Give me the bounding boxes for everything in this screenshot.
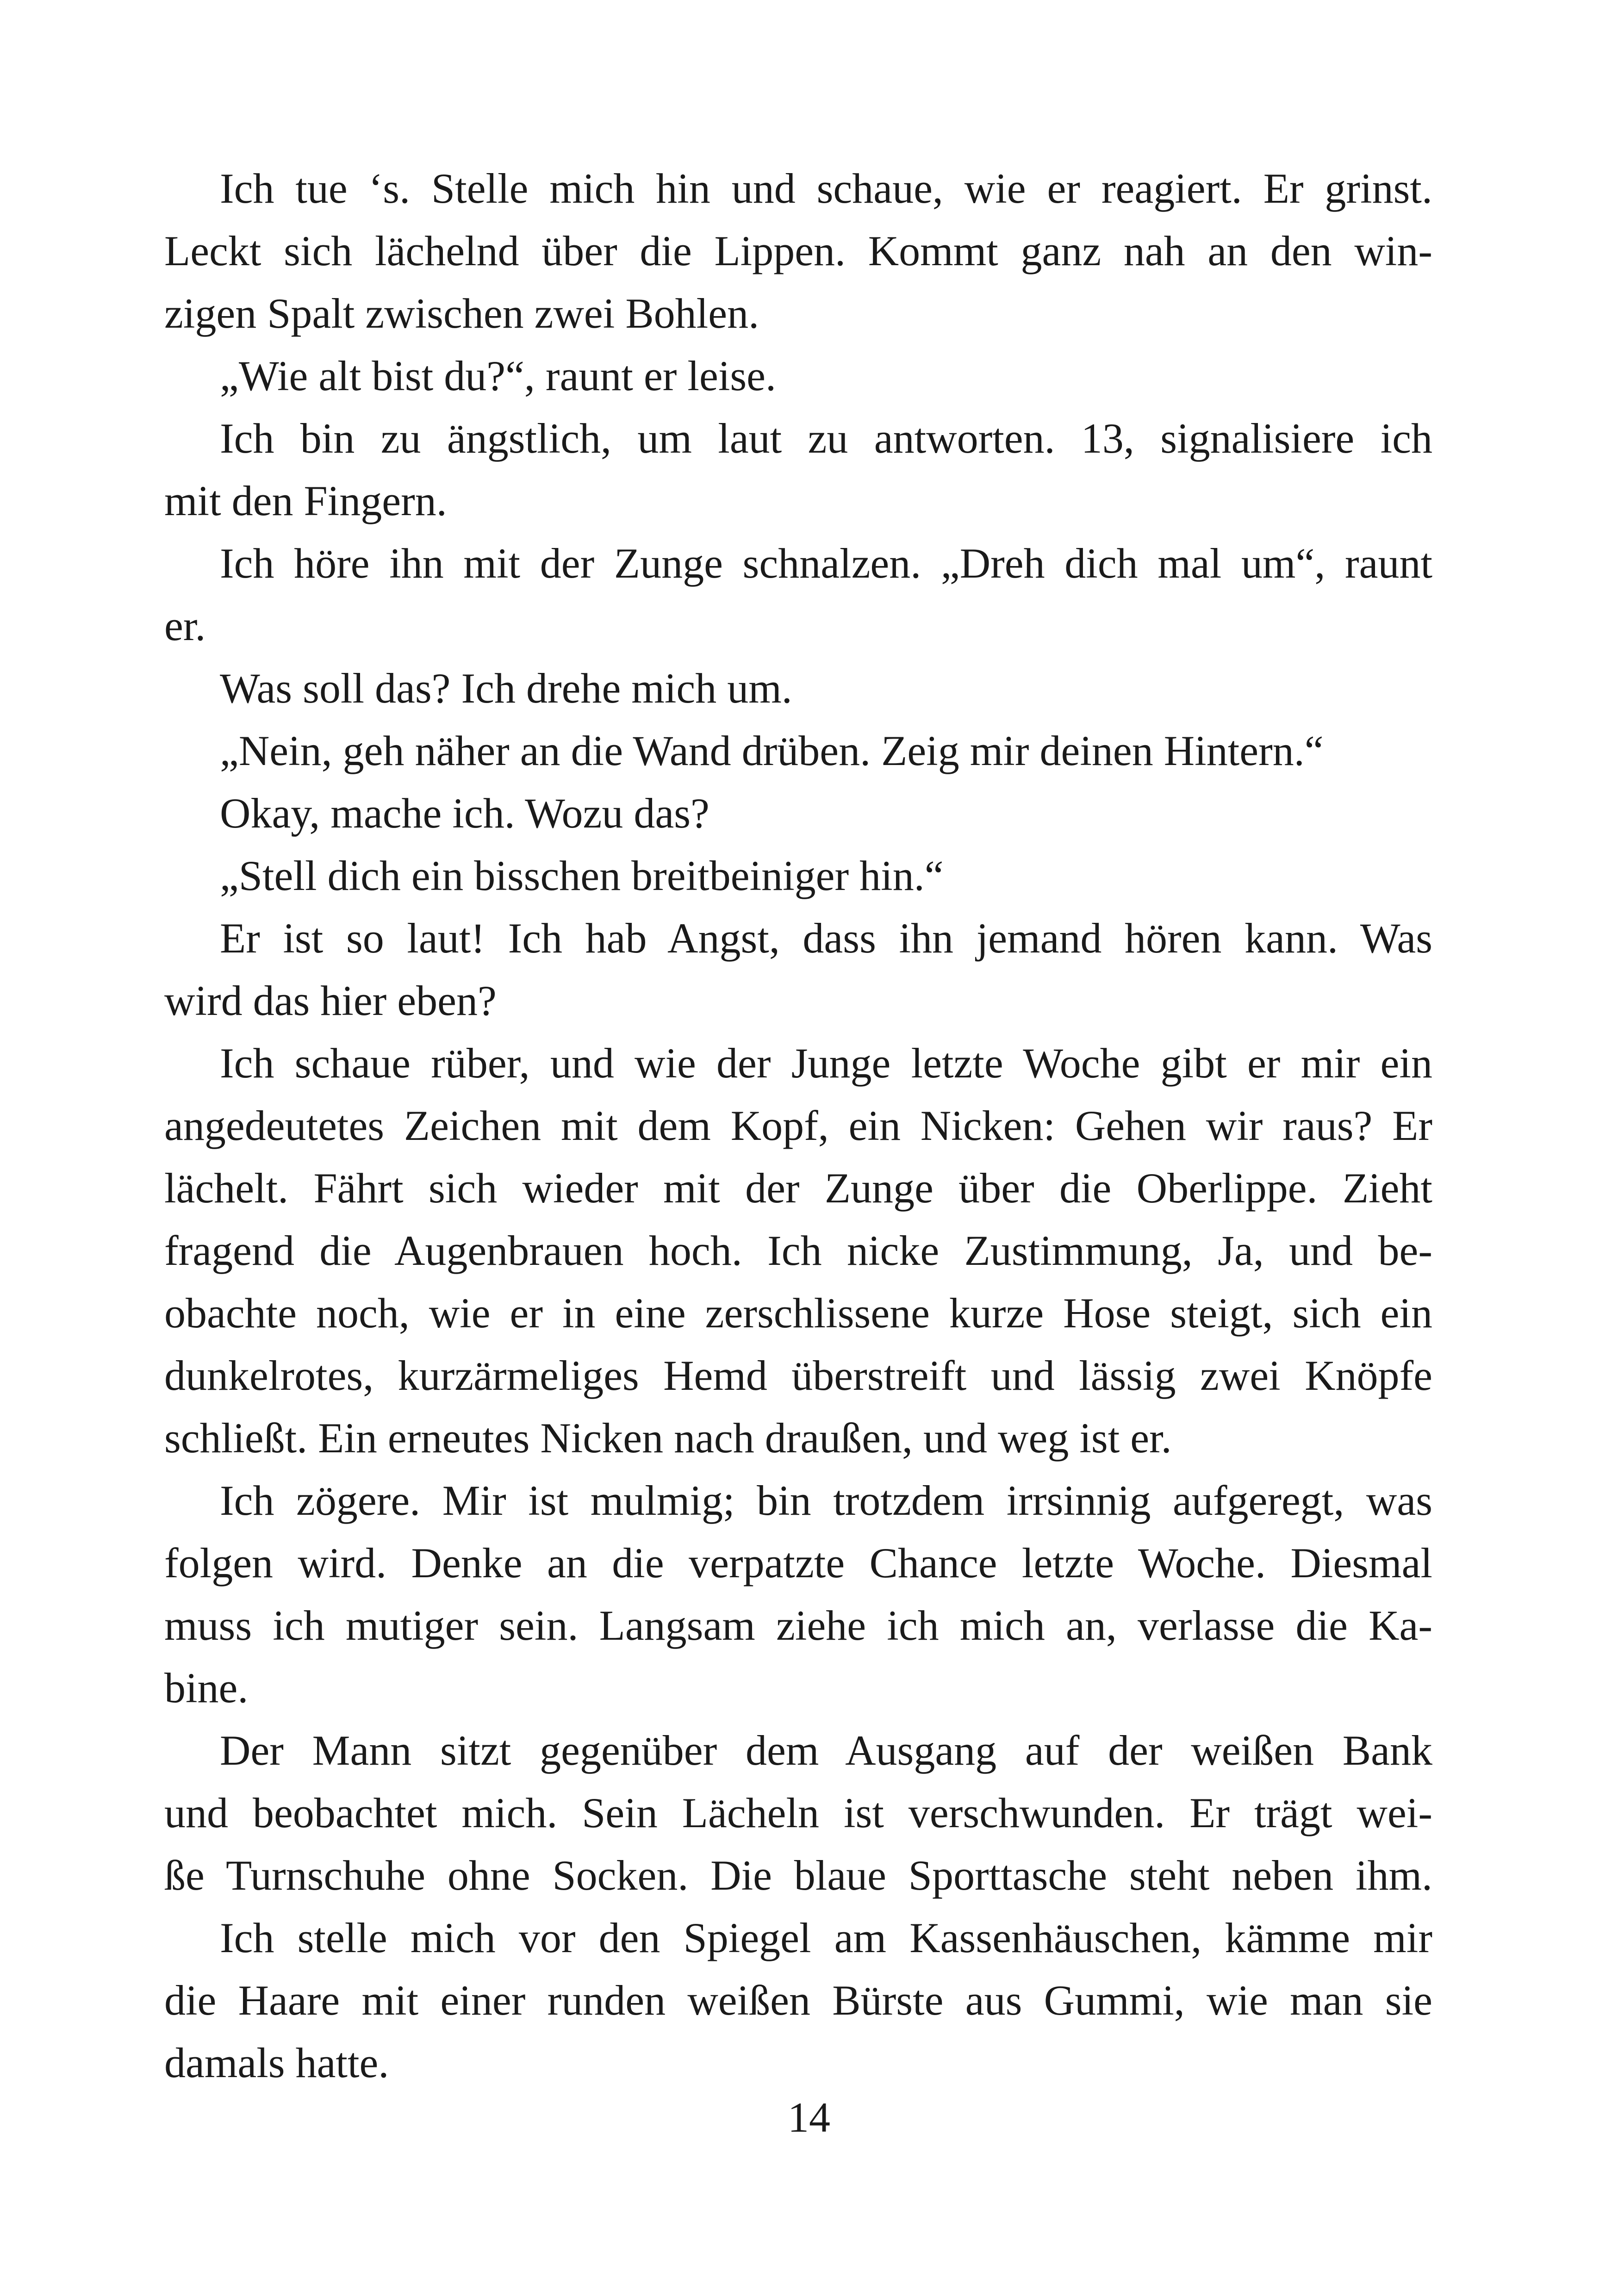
text-line: dunkelrotes, kurzärmeliges Hemd überstreift und lässig zwei Knöpfe xyxy=(164,1352,1432,1399)
text-line: „Nein, geh näher an die Wand drüben. Zeig mir deinen Hintern.“ xyxy=(220,727,1324,774)
text-line: „Wie alt bist du?“, raunt er leise. xyxy=(220,352,777,399)
text-line: „Stell dich ein bisschen breitbeiniger hin.“ xyxy=(220,852,944,899)
text-line: Ich höre ihn mit der Zunge schnalzen. „Dreh dich mal um“, raunt xyxy=(220,540,1432,587)
text-line: und beobachtet mich. Sein Lächeln ist verschwunden. Er trägt wei- xyxy=(164,1789,1432,1836)
text-line: obachte noch, wie er in eine zerschlissene kurze Hose steigt, sich ein xyxy=(164,1289,1432,1337)
text-line: wird das hier eben? xyxy=(164,977,497,1024)
text-line: Ich tue ‘s. Stelle mich hin und schaue, wie er reagiert. Er grinst. xyxy=(220,165,1432,212)
text-line: lächelt. Fährt sich wieder mit der Zunge über die Oberlippe. Zieht xyxy=(164,1164,1432,1212)
text-line: angedeutetes Zeichen mit dem Kopf, ein Nicken: Gehen wir raus? Er xyxy=(164,1102,1432,1149)
text-line: muss ich mutiger sein. Langsam ziehe ich mich an, verlasse die Ka- xyxy=(164,1602,1432,1649)
text-line: fragend die Augenbrauen hoch. Ich nicke Zustimmung, Ja, und be- xyxy=(164,1227,1432,1274)
text-line: damals hatte. xyxy=(164,2039,389,2086)
text-line: zigen Spalt zwischen zwei Bohlen. xyxy=(164,290,759,337)
text-line: die Haare mit einer runden weißen Bürste aus Gummi, wie man sie xyxy=(164,1977,1432,2024)
text-line: Der Mann sitzt gegenüber dem Ausgang auf der weißen Bank xyxy=(220,1727,1432,1774)
text-line: mit den Fingern. xyxy=(164,477,447,524)
text-line: Ich stelle mich vor den Spiegel am Kassenhäuschen, kämme mir xyxy=(220,1914,1432,1961)
text-line: ße Turnschuhe ohne Socken. Die blaue Sporttasche steht neben ihm. xyxy=(164,1852,1432,1899)
text-line: Was soll das? Ich drehe mich um. xyxy=(220,665,792,712)
text-line: Okay, mache ich. Wozu das? xyxy=(220,790,709,837)
page-number: 14 xyxy=(788,2094,830,2141)
text-line: bine. xyxy=(164,1664,249,1711)
text-line: Ich zögere. Mir ist mulmig; bin trotzdem irrsinnig aufgeregt, was xyxy=(220,1477,1432,1524)
text-line: er. xyxy=(164,602,206,649)
text-line: Ich bin zu ängstlich, um laut zu antworten. 13, signalisiere ich xyxy=(220,415,1432,462)
text-line: Er ist so laut! Ich hab Angst, dass ihn jemand hören kann. Was xyxy=(220,915,1432,962)
text-line: Ich schaue rüber, und wie der Junge letzte Woche gibt er mir ein xyxy=(220,1039,1432,1087)
text-line: folgen wird. Denke an die verpatzte Chance letzte Woche. Diesmal xyxy=(164,1539,1432,1587)
text-line: Leckt sich lächelnd über die Lippen. Kommt ganz nah an den win- xyxy=(164,227,1432,274)
text-line: schließt. Ein erneutes Nicken nach draußen, und weg ist er. xyxy=(164,1414,1172,1462)
